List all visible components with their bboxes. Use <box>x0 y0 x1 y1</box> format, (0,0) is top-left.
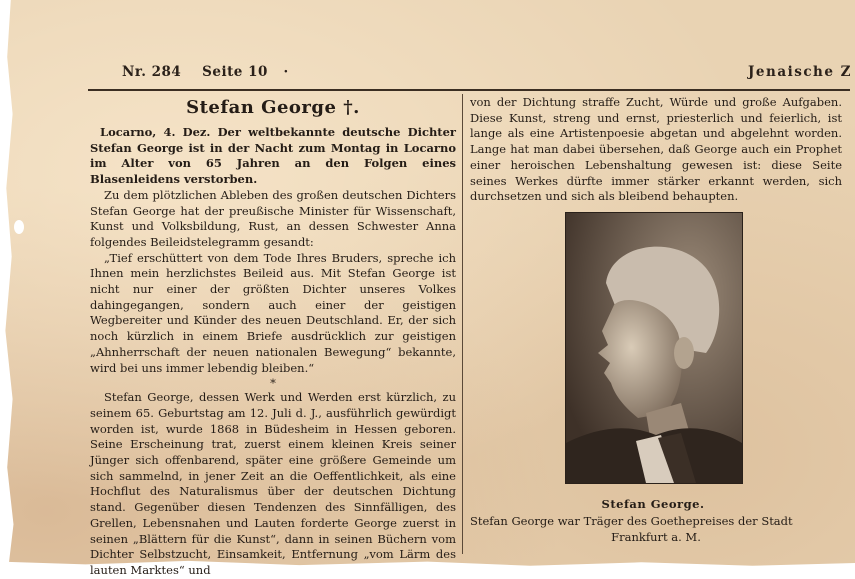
page-number: Seite 10 <box>202 64 268 80</box>
page-header <box>122 64 289 80</box>
header-rule <box>88 89 850 91</box>
portrait-photo <box>565 212 743 484</box>
column-divider <box>462 94 463 554</box>
telegram-quote: „Tief erschüttert von dem Tode Ihres Bruders, spreche ich Ihnen mein herzlichstes Beileid aus. Mit Stefan George ist nicht nur einer der größten Dichter unseres Volkes dahingegangen, sondern auch einer der geistigen Wegbereiter und Künder des neuen Deutschland. Er, der sich noch kürzlich in einem Briefe ausdrücklich zur geistigen „Ahnherrschaft der neuen nationalen Bewegung“ bekannte, wird bei uns immer lebendig bleiben.“ <box>90 250 456 375</box>
header-separator: · <box>283 64 289 80</box>
article-column-left <box>90 95 456 579</box>
article-paragraph-3: von der Dichtung straffe Zucht, Würde und große Aufgaben. Diese Kunst, streng und ernst, priesterlich und feierlich, ist lange als eine Artistenpoesie abgetan und abgelehnt worden. Lange hat man dabei übersehen, daß George auch ein Prophet einer heroischen Lebenshaltung gewesen ist: diese Seite seines Werkes dürfte immer stärker erkannt werden, sich durchsetzen und sich als bleibend behaupten. <box>470 95 842 204</box>
section-separator: * <box>270 376 276 391</box>
article-title: Stefan George †. <box>186 97 360 118</box>
article-lead: Locarno, 4. Dez. Der weltbekannte deutsche Dichter Stefan George ist in der Nacht zum Montag in Locarno im Alter von 65 Jahren an den Folgen eines Blasenleidens verstorben. <box>90 125 456 187</box>
issue-number: Nr. 284 <box>122 64 182 80</box>
newspaper-name: Jenaische Z <box>748 64 852 80</box>
photo-caption-line-2: Frankfurt a. M. <box>611 529 701 544</box>
photo-caption-line-1: Stefan George war Träger des Goethepreises der Stadt <box>470 514 793 528</box>
portrait-image <box>566 213 742 483</box>
article-paragraph-2: Stefan George, dessen Werk und Werden erst kürzlich, zu seinem 65. Geburtstag am 12. Juli d. J., ausführlich gewürdigt worden ist, wurde 1868 in Büdesheim in Hessen geboren. Seine Erscheinung trat, zuerst einem kleinen Kreis seiner Jünger sich offenbarend, später eine größere Gemeinde um sich sammelnd, in jener Zeit an die Oeffentlichkeit, als eine Hochflut des Naturalismus über der deutschen Dichtung stand. Gegenüber diesen Tendenzen des Sinnfälligen, des Grellen, Lebensnahen und Lauten forderte George zuerst in seinen „Blättern für die Kunst“, dann in seinen Büchern vom Dichter Selbstzucht, Einsamkeit, Entfernung „vom Lärm des lauten Marktes“ und <box>90 390 456 577</box>
photo-caption <box>470 514 842 545</box>
photo-caption-name: Stefan George. <box>601 497 705 511</box>
article-paragraph-1: Zu dem plötzlichen Ableben des großen deutschen Dichters Stefan George hat der preußische Minister für Wissenschaft, Kunst und Volksbildung, Rust, an dessen Schwester Anna folgendes Beileidstelegramm gesandt: <box>90 187 456 249</box>
paper-hole <box>14 220 24 234</box>
article-column-right <box>470 95 842 205</box>
